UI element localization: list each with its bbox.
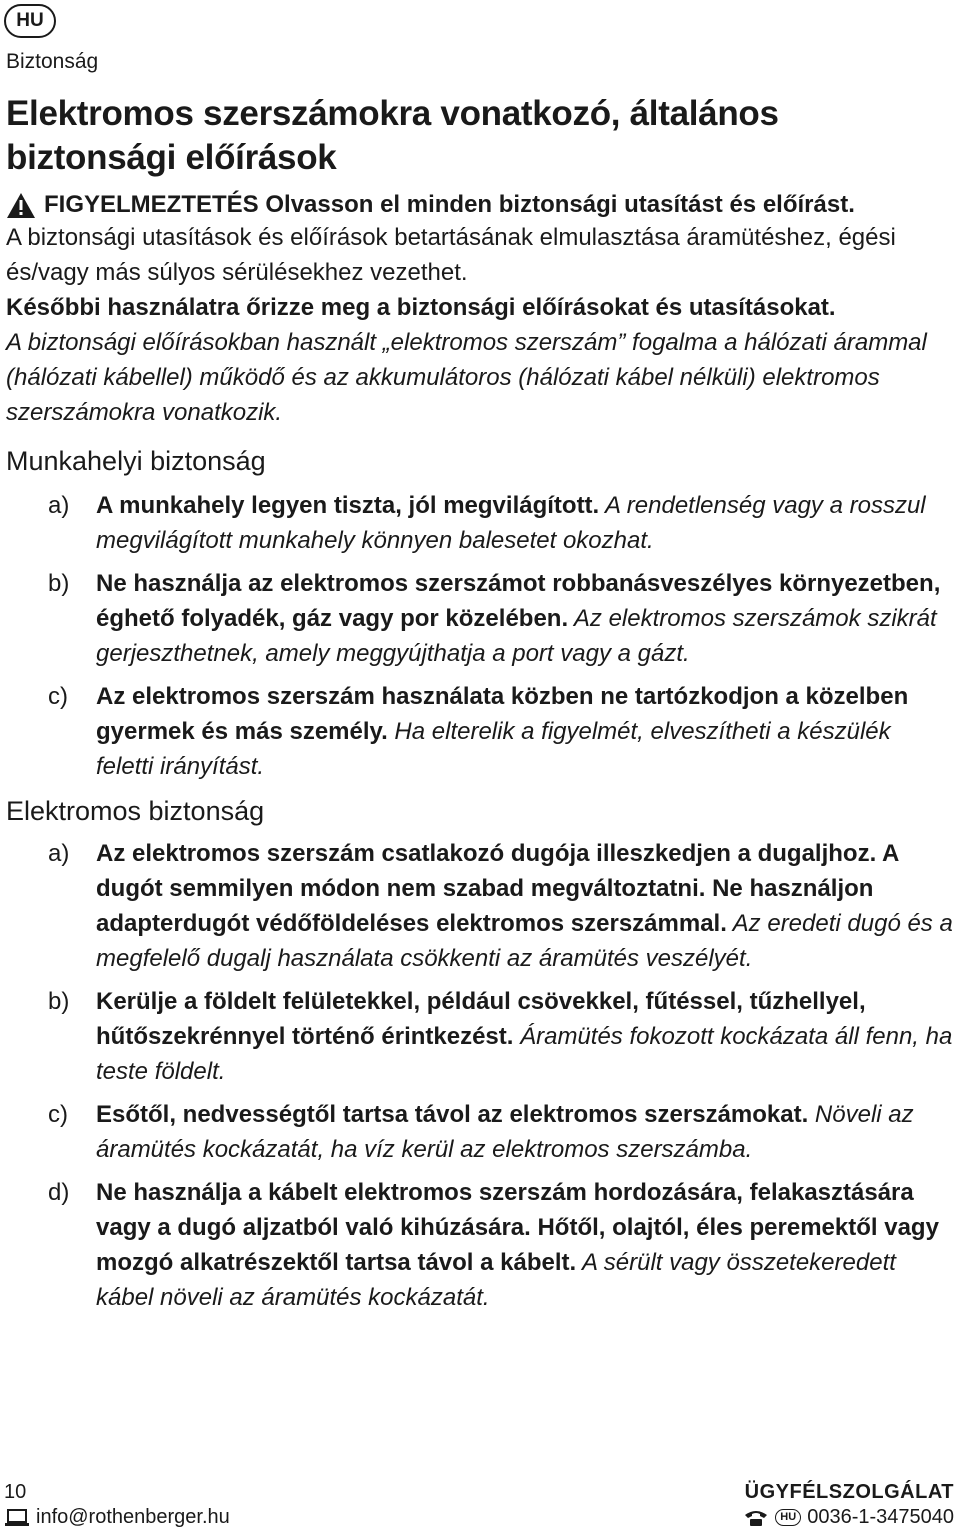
main-content: [6, 92, 954, 1323]
item-marker: a): [48, 492, 70, 519]
item-marker: c): [48, 683, 68, 710]
phone-country-badge: HU: [775, 1509, 801, 1526]
list-item: [6, 1175, 954, 1315]
warning-text: Olvasson el minden biztonsági utasítást és előírást.: [258, 191, 855, 218]
laptop-icon: [4, 1508, 30, 1528]
item-bold-text: Az elektromos szerszám használata közben ne tartózkodjon a közelben gyermek és más személy.: [96, 683, 909, 745]
item-bold-text: Esőtől, nedvességtől tartsa távol az elektromos szerszámokat.: [96, 1101, 809, 1128]
list-item: [6, 984, 954, 1089]
list-item: [6, 1097, 954, 1167]
item-marker: b): [48, 570, 70, 597]
language-code: HU: [16, 10, 44, 31]
phone-number[interactable]: 0036-1-3475040: [807, 1506, 954, 1528]
item-bold-text: Kerülje a földelt felületekkel, például csövekkel, fűtéssel, tűzhellyel, hűtőszekrénnyel történő érintkezést.: [96, 988, 866, 1050]
section-label: Biztonság: [6, 50, 99, 73]
warning-line: [6, 190, 954, 220]
email-link[interactable]: info@rothenberger.hu: [36, 1506, 230, 1528]
item-marker: b): [48, 988, 70, 1015]
footer-left: [4, 1480, 230, 1530]
customer-service-title: ÜGYFÉLSZOLGÁLAT: [744, 1481, 954, 1503]
item-italic-text: A rendetlenség vagy a rosszul megvilágított munkahely könnyen balesetet okozhat.: [96, 492, 926, 554]
list-item: [6, 566, 954, 671]
language-badge: [4, 4, 56, 38]
item-bold-text: A munkahely legyen tiszta, jól megvilágított.: [96, 492, 600, 519]
item-marker: d): [48, 1179, 70, 1206]
work-area-list: [6, 488, 954, 784]
item-italic-text: Az elektromos szerszámok szikrát gerjeszthetnek, amely meggyújthatja a port vagy a gázt.: [96, 605, 937, 667]
item-italic-text: Áramütés fokozott kockázata áll fenn, ha teste földelt.: [96, 1023, 953, 1085]
section-heading-electrical: Elektromos biztonság: [6, 796, 265, 826]
item-marker: c): [48, 1101, 68, 1128]
page-title: Elektromos szerszámokra vonatkozó, általános biztonsági előírások: [6, 94, 779, 177]
item-bold-text: Az elektromos szerszám csatlakozó dugója illeszkedjen a dugaljhoz. A dugót semmilyen módon nem szabad megváltoztatni. Ne használjon adapterdugót védőföldeléses elektromos szerszámmal.: [96, 840, 899, 937]
section-heading-work-area: Munkahelyi biztonság: [6, 446, 266, 476]
intro-paragraph-3: A biztonsági előírásokban használt „elektromos szerszám” fogalma a hálózati árammal (hálózati kábellel) működő és az akkumulátoros (hálózati kábel nélküli) elektromos szerszámokra vonatkozik.: [6, 329, 927, 426]
warning-label: FIGYELMEZTETÉS: [44, 191, 259, 218]
item-bold-text: Ne használja az elektromos szerszámot robbanásveszélyes környezetben, éghető folyadék, gáz vagy por közelében.: [96, 570, 941, 632]
page-number: 10: [4, 1481, 27, 1503]
warning-triangle-icon: [6, 192, 36, 219]
phone-icon: [743, 1508, 769, 1528]
list-item: [6, 679, 954, 784]
item-bold-text: Ne használja a kábelt elektromos szerszám hordozására, felakasztására vagy a dugó aljzatból való kihúzására. Hőtől, olajtól, éles peremektől vagy mozgó alkatrészektől tartsa távol a kábelt.: [96, 1179, 939, 1276]
item-marker: a): [48, 840, 70, 867]
item-italic-text: Ha elterelik a figyelmét, elveszítheti a készülék feletti irányítást.: [96, 718, 891, 780]
list-item: [6, 488, 954, 558]
item-italic-text: A sérült vagy összetekeredett kábel növeli az áramütés kockázatát.: [96, 1249, 896, 1311]
item-italic-text: Növeli az áramütés kockázatát, ha víz kerül az elektromos szerszámba.: [96, 1101, 914, 1163]
footer-right: [743, 1480, 954, 1530]
list-item: [6, 836, 954, 976]
intro-paragraph-1: A biztonsági utasítások és előírások betartásának elmulasztása áramütéshez, égési és/vagy más súlyos sérülésekhez vezethet.: [6, 224, 896, 286]
item-italic-text: Az eredeti dugó és a megfelelő dugalj használata csökkenti az áramütés veszélyét.: [96, 910, 953, 972]
electrical-list: [6, 836, 954, 1315]
intro-paragraph-2: Későbbi használatra őrizze meg a biztonsági előírásokat és utasításokat.: [6, 294, 836, 321]
